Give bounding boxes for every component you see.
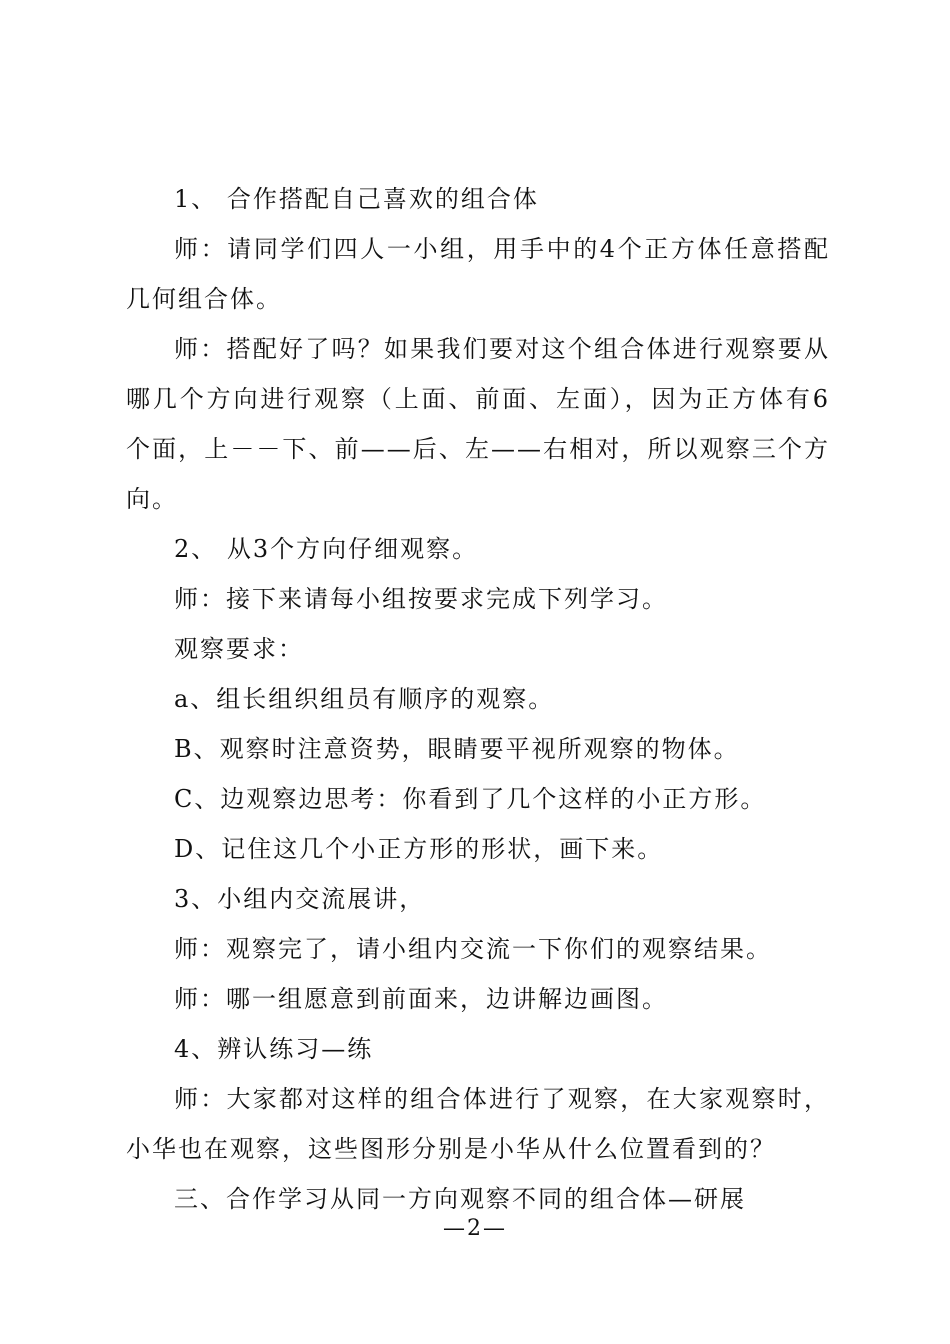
paragraph-14: 4、辨认练习—练 xyxy=(174,1035,374,1063)
paragraph-7: a、组长组织组员有顺序的观察。 xyxy=(174,685,555,713)
paragraph-9: C、边观察边思考：你看到了几个这样的小正方形。 xyxy=(174,785,767,813)
paragraph-12: 师：观察完了，请小组内交流一下你们的观察结果。 xyxy=(174,935,772,963)
paragraph-11: 3、小组内交流展讲， xyxy=(174,885,426,913)
paragraph-16: 三、合作学习从同一方向观察不同的组合体—研展 xyxy=(174,1185,746,1213)
paragraph-4: 2、 从3个方向仔细观察。 xyxy=(174,535,479,563)
document-body xyxy=(126,174,830,1224)
paragraph-3: 师：搭配好了吗？如果我们要对这个组合体进行观察要从哪几个方向进行观察（上面、前面、左面），因为正方体有6个面，上－－下、前——后、左——右相对，所以观察三个方向。 xyxy=(126,335,830,513)
paragraph-5: 师：接下来请每小组按要求完成下列学习。 xyxy=(174,585,668,613)
paragraph-10: D、记住这几个小正方形的形状，画下来。 xyxy=(174,835,664,863)
paragraph-13: 师：哪一组愿意到前面来，边讲解边画图。 xyxy=(174,985,668,1013)
paragraph-1: 1、 合作搭配自己喜欢的组合体 xyxy=(174,185,539,213)
paragraph-6: 观察要求： xyxy=(174,635,304,663)
paragraph-8: B、观察时注意资势，眼睛要平视所观察的物体。 xyxy=(174,735,740,763)
page-number: —2— xyxy=(443,1216,507,1241)
paragraph-15: 师：大家都对这样的组合体进行了观察，在大家观察时，小华也在观察，这些图形分别是小华从什么位置看到的？ xyxy=(126,1085,830,1163)
paragraph-2: 师：请同学们四人一小组，用手中的4个正方体任意搭配几何组合体。 xyxy=(126,235,830,313)
